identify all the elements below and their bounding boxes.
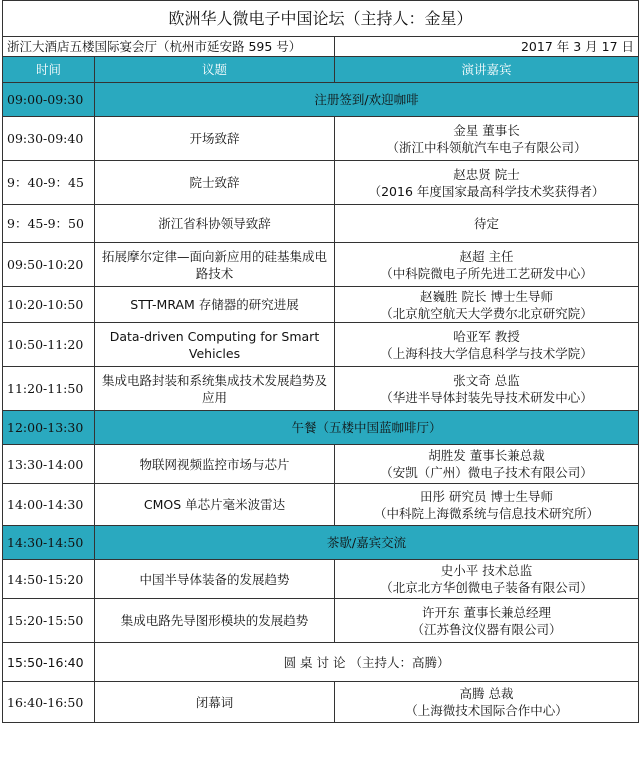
- row-topic: 集成电路先导图形模块的发展趋势: [95, 599, 335, 643]
- break-label: 茶歇/嘉宾交流: [95, 526, 639, 560]
- header-row: [3, 57, 639, 83]
- speaker-name: 赵忠贤 院士: [453, 166, 520, 182]
- row-speaker: [335, 484, 639, 526]
- speaker-name: 张文奇 总监: [453, 372, 520, 388]
- header-speaker: 演讲嘉宾: [335, 57, 639, 83]
- row-speaker: [335, 367, 639, 411]
- break-row: [3, 83, 639, 117]
- row-time: 14:30-14:50: [3, 526, 95, 560]
- row-topic: 中国半导体装备的发展趋势: [95, 560, 335, 599]
- talk-row: [3, 243, 639, 287]
- row-speaker: [335, 117, 639, 161]
- row-speaker: [335, 682, 639, 723]
- row-time: 09:30-09:40: [3, 117, 95, 161]
- speaker-name: 金星 董事长: [453, 122, 520, 138]
- row-speaker: [335, 287, 639, 323]
- header-topic: 议题: [95, 57, 335, 83]
- row-time: 14:00-14:30: [3, 484, 95, 526]
- talk-row: [3, 599, 639, 643]
- speaker-org: （江苏鲁汶仪器有限公司）: [411, 621, 562, 637]
- speaker-org: （上海科技大学信息科学与技术学院）: [380, 345, 593, 361]
- row-time: 15:50-16:40: [3, 643, 95, 682]
- talk-row: [3, 367, 639, 411]
- panel-row: [3, 643, 639, 682]
- speaker-org: （浙江中科领航汽车电子有限公司）: [386, 139, 587, 155]
- row-topic: CMOS 单芯片毫米波雷达: [95, 484, 335, 526]
- row-speaker: [335, 205, 639, 243]
- row-topic: 开场致辞: [95, 117, 335, 161]
- speaker-name: 史小平 技术总监: [440, 563, 533, 578]
- row-speaker: [335, 323, 639, 367]
- break-row: [3, 411, 639, 445]
- date-text: 2017 年 3 月 17 日: [335, 37, 639, 57]
- speaker-name: 高腾 总裁: [459, 686, 514, 701]
- row-time: 9：45-9：50: [3, 205, 95, 243]
- row-time: 12:00-13:30: [3, 411, 95, 445]
- speaker-org: （北京北方华创微电子装备有限公司）: [380, 580, 593, 595]
- speaker-org: （中科院上海微系统与信息技术研究所）: [374, 505, 600, 521]
- panel-label: 圆 桌 讨 论 （主持人：高腾）: [95, 643, 639, 682]
- row-topic: 集成电路封装和系统集成技术发展趋势及应用: [95, 367, 335, 411]
- row-time: 09:00-09:30: [3, 83, 95, 117]
- talk-row: [3, 682, 639, 723]
- talk-row: [3, 205, 639, 243]
- row-topic: Data-driven Computing for Smart Vehicles: [95, 323, 335, 367]
- row-time: 10:20-10:50: [3, 287, 95, 323]
- header-time: 时间: [3, 57, 95, 83]
- row-speaker: [335, 599, 639, 643]
- speaker-org: （安凯（广州）微电子技术有限公司）: [380, 465, 593, 480]
- venue-row: [3, 37, 639, 57]
- row-time: 11:20-11:50: [3, 367, 95, 411]
- page-title: 欧洲华人微电子中国论坛（主持人：金星）: [3, 1, 639, 37]
- speaker-name: 赵巍胜 院长 博士生导师: [420, 288, 553, 304]
- talk-row: [3, 323, 639, 367]
- row-speaker: [335, 243, 639, 287]
- row-time: 14:50-15:20: [3, 560, 95, 599]
- row-topic: STT-MRAM 存储器的研究进展: [95, 287, 335, 323]
- row-time: 13:30-14:00: [3, 445, 95, 484]
- row-time: 9：40-9：45: [3, 161, 95, 205]
- speaker-org: （华进半导体封装先导技术研发中心）: [380, 389, 593, 405]
- talk-row: [3, 560, 639, 599]
- row-topic: 物联网视频监控市场与芯片: [95, 445, 335, 484]
- row-time: 09:50-10:20: [3, 243, 95, 287]
- speaker-name: 哈亚军 教授: [453, 328, 520, 344]
- talk-row: [3, 117, 639, 161]
- talk-row: [3, 287, 639, 323]
- row-time: 16:40-16:50: [3, 682, 95, 723]
- speaker-name: 胡胜发 董事长兼总裁: [428, 448, 545, 463]
- speaker-name: 田彤 研究员 博士生导师: [420, 488, 553, 504]
- speaker-org: （北京航空航天大学费尔北京研究院）: [380, 305, 593, 321]
- row-time: 15:20-15:50: [3, 599, 95, 643]
- break-label: 午餐（五楼中国蓝咖啡厅）: [95, 411, 639, 445]
- speaker-org: （上海微技术国际合作中心）: [405, 703, 568, 718]
- row-topic: 拓展摩尔定律—面向新应用的硅基集成电路技术: [95, 243, 335, 287]
- speaker-name: 赵超 主任: [459, 248, 514, 264]
- speaker-org: （中科院微电子所先进工艺研发中心）: [380, 265, 593, 281]
- row-topic: 闭幕词: [95, 682, 335, 723]
- speaker-org: （2016 年度国家最高科学技术奖获得者）: [368, 183, 605, 199]
- talk-row: [3, 445, 639, 484]
- row-topic: 院士致辞: [95, 161, 335, 205]
- venue-text: 浙江大酒店五楼国际宴会厅（杭州市延安路 595 号）: [3, 37, 335, 57]
- row-topic: 浙江省科协领导致辞: [95, 205, 335, 243]
- row-speaker: [335, 161, 639, 205]
- row-speaker: [335, 445, 639, 484]
- row-time: 10:50-11:20: [3, 323, 95, 367]
- speaker-name: 许开东 董事长兼总经理: [422, 604, 551, 620]
- speaker-name: 待定: [474, 216, 500, 231]
- title-row: [3, 1, 639, 37]
- row-speaker: [335, 560, 639, 599]
- talk-row: [3, 484, 639, 526]
- agenda-table: [2, 0, 639, 723]
- talk-row: [3, 161, 639, 205]
- break-label: 注册签到/欢迎咖啡: [95, 83, 639, 117]
- break-row: [3, 526, 639, 560]
